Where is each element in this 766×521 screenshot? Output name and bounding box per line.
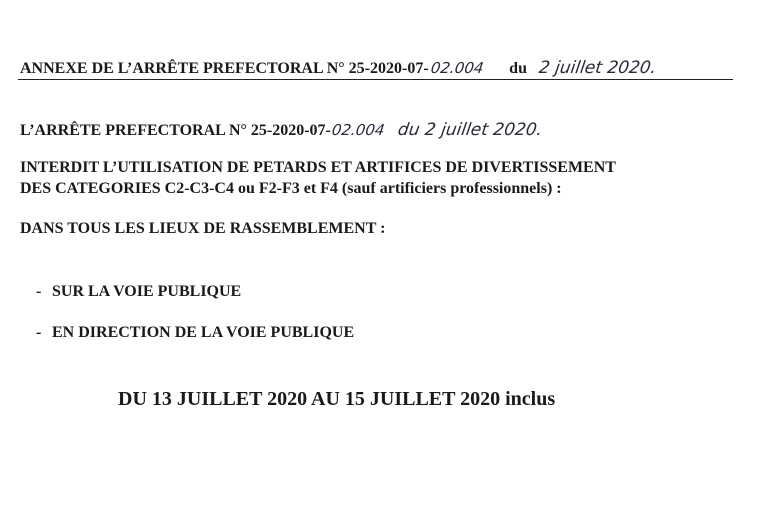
annex-header bbox=[20, 58, 656, 78]
arrete-reference bbox=[20, 120, 542, 140]
interdit-line-1: INTERDIT L’UTILISATION DE PETARDS ET ARTIFICES DE DIVERTISSEMENT bbox=[20, 159, 616, 176]
arrete-prefix: L’ARRÊTE PREFECTORAL N° 25-2020-07- bbox=[20, 122, 331, 139]
list-item bbox=[36, 283, 241, 301]
annex-date-handwritten: 2 juillet 2020. bbox=[537, 58, 658, 78]
list-item-label: SUR LA VOIE PUBLIQUE bbox=[52, 283, 242, 300]
interdit-line-2: DES CATEGORIES C2-C3-C4 ou F2-F3 et F4 (sauf artificiers professionnels) : bbox=[20, 180, 562, 197]
arrete-number-handwritten: 02.004 bbox=[330, 121, 386, 139]
list-item-label: EN DIRECTION DE LA VOIE PUBLIQUE bbox=[52, 324, 355, 341]
annex-du-label: du bbox=[509, 60, 527, 77]
bullet-dash: - bbox=[36, 283, 42, 300]
bullet-dash: - bbox=[36, 324, 42, 341]
annex-number-handwritten: 02.004 bbox=[429, 59, 485, 77]
list-item bbox=[36, 324, 354, 342]
lieux-heading: DANS TOUS LES LIEUX DE RASSEMBLEMENT : bbox=[20, 220, 386, 237]
header-underline bbox=[18, 79, 733, 80]
arrete-date-handwritten: du 2 juillet 2020. bbox=[396, 120, 544, 140]
annex-header-prefix: ANNEXE DE L’ARRÊTE PREFECTORAL N° 25-2020-07- bbox=[20, 60, 429, 77]
validity-period: DU 13 JUILLET 2020 AU 15 JUILLET 2020 inclus bbox=[118, 388, 556, 410]
